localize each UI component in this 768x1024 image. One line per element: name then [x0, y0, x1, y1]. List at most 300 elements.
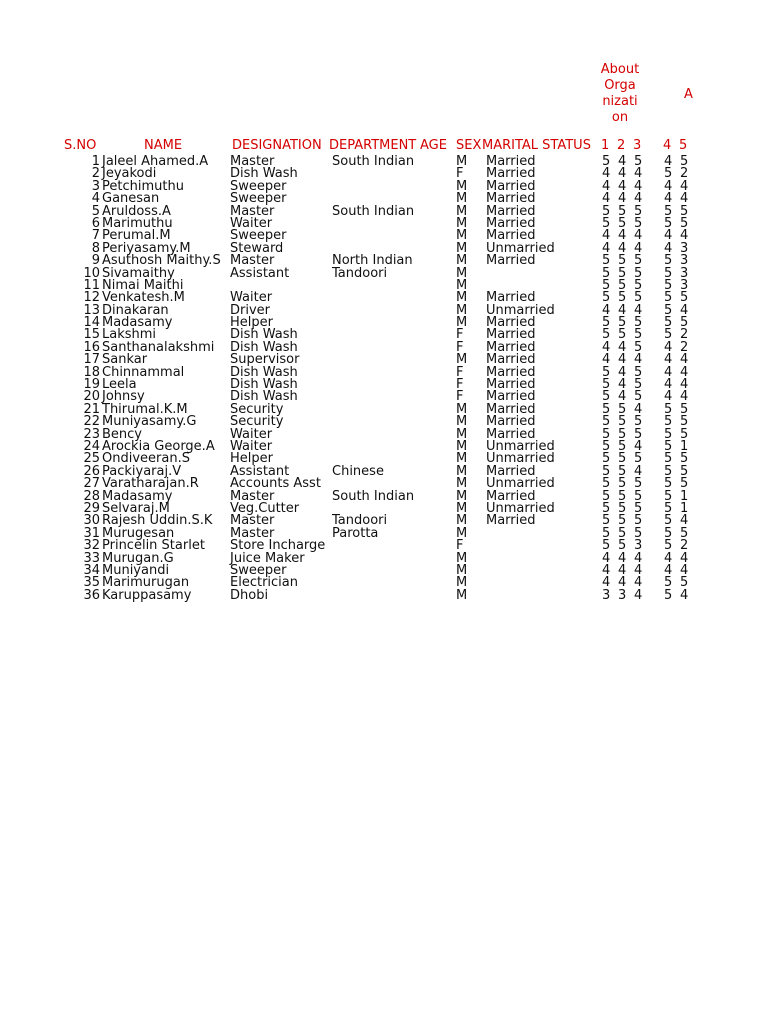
cell-rating-3: 5 [634, 154, 643, 169]
cell-sno: 10 [83, 265, 100, 281]
header-department: DEPARTMENT [329, 138, 417, 153]
cell-name: Perumal.M [102, 228, 171, 244]
cell-sex: F [456, 389, 464, 405]
cell-rating-3: 4 [634, 166, 643, 182]
cell-rating-3: 4 [634, 575, 643, 591]
cell-rating-1: 5 [602, 327, 611, 343]
cell-marital-status: Unmarried [486, 240, 555, 256]
cell-sno: 11 [83, 277, 100, 293]
cell-rating-2: 4 [618, 240, 627, 256]
cell-name: Karuppasamy [102, 587, 192, 603]
cell-sex: M [456, 513, 468, 529]
cell-rating-1: 5 [602, 364, 611, 380]
cell-sex: M [456, 315, 468, 331]
header-marital-status: MARITAL STATUS [482, 138, 591, 153]
cell-designation: Sweeper [230, 228, 287, 244]
cell-rating-1: 4 [602, 575, 611, 591]
cell-rating-4: 4 [664, 154, 673, 169]
cell-sex: M [456, 290, 468, 306]
cell-rating-2: 5 [618, 414, 627, 430]
cell-rating-3: 4 [634, 240, 643, 256]
cell-sno: 35 [83, 575, 100, 591]
cell-name: Marimurugan [102, 575, 190, 591]
cell-rating-3: 5 [634, 500, 643, 516]
cell-rating-5: 1 [680, 438, 689, 454]
header-q3: 3 [633, 138, 642, 153]
group-header-line: nizati [602, 94, 638, 109]
cell-designation: Juice Maker [230, 550, 305, 566]
cell-rating-3: 5 [634, 525, 643, 541]
cell-rating-4: 5 [664, 302, 673, 318]
cell-rating-1: 4 [602, 352, 611, 368]
cell-rating-5: 4 [680, 562, 689, 578]
cell-rating-2: 5 [618, 463, 627, 479]
cell-designation: Steward [230, 240, 284, 256]
cell-rating-5: 5 [680, 575, 689, 591]
header-q5: 5 [679, 138, 688, 153]
group-header-line: on [611, 110, 629, 125]
cell-marital-status: Married [486, 364, 536, 380]
cell-name: Venkatesh.M [102, 290, 185, 306]
cell-sex: M [456, 215, 468, 231]
cell-designation: Dish Wash [230, 377, 298, 393]
cell-rating-4: 4 [664, 228, 673, 244]
cell-rating-5: 3 [680, 265, 689, 281]
cell-rating-4: 5 [664, 203, 673, 219]
cell-rating-1: 5 [602, 525, 611, 541]
cell-designation: Dish Wash [230, 339, 298, 355]
cell-rating-2: 4 [618, 154, 627, 169]
cell-rating-1: 5 [602, 265, 611, 281]
cell-sno: 1 [91, 154, 100, 169]
cell-rating-5: 5 [680, 203, 689, 219]
cell-rating-5: 4 [680, 377, 689, 393]
cell-rating-4: 5 [664, 513, 673, 529]
cell-designation: Dish Wash [230, 166, 298, 182]
cell-department: Tandoori [332, 265, 388, 281]
cell-rating-2: 4 [618, 389, 627, 405]
cell-rating-4: 5 [664, 451, 673, 467]
cell-sno: 15 [83, 327, 100, 343]
cell-rating-4: 5 [664, 575, 673, 591]
cell-rating-3: 5 [634, 451, 643, 467]
cell-designation: Master [230, 488, 275, 504]
header-name: NAME [144, 138, 183, 153]
cell-rating-3: 4 [634, 178, 643, 194]
cell-rating-2: 5 [618, 265, 627, 281]
cell-designation: Dish Wash [230, 327, 298, 343]
cell-rating-2: 5 [618, 476, 627, 492]
cell-rating-2: 5 [618, 451, 627, 467]
cell-designation: Assistant [230, 463, 290, 479]
cell-sno: 2 [91, 166, 100, 182]
cell-name: Nimai Maithi [102, 277, 184, 293]
cell-name: Petchimuthu [102, 178, 184, 194]
cell-sex: M [456, 550, 468, 566]
cell-rating-5: 5 [680, 463, 689, 479]
cell-sno: 32 [83, 538, 100, 554]
cell-rating-2: 4 [618, 562, 627, 578]
cell-sex: M [456, 575, 468, 591]
cell-marital-status: Married [486, 327, 536, 343]
cell-rating-1: 4 [602, 178, 611, 194]
cell-rating-4: 4 [664, 191, 673, 207]
cell-sno: 16 [83, 339, 100, 355]
cell-rating-5: 5 [680, 426, 689, 442]
cell-rating-2: 5 [618, 203, 627, 219]
cell-rating-3: 5 [634, 277, 643, 293]
cell-name: Muniyandi [102, 562, 170, 578]
cell-rating-1: 5 [602, 500, 611, 516]
cell-rating-3: 5 [634, 426, 643, 442]
cell-rating-5: 5 [680, 401, 689, 417]
cell-rating-3: 4 [634, 352, 643, 368]
cell-name: Varatharajan.R [102, 476, 199, 492]
cell-name: Rajesh Uddin.S.K [102, 513, 213, 529]
cell-sno: 36 [83, 587, 100, 603]
group-header-line: Orga [604, 78, 636, 93]
cell-sex: M [456, 414, 468, 430]
cell-rating-5: 1 [680, 500, 689, 516]
cell-sex: M [456, 401, 468, 417]
cell-name: Madasamy [102, 488, 173, 504]
cell-marital-status: Unmarried [486, 438, 555, 454]
cell-rating-2: 4 [618, 352, 627, 368]
cell-sex: M [456, 438, 468, 454]
cell-marital-status: Married [486, 154, 536, 169]
header-sex: SEX [456, 138, 482, 153]
cell-marital-status: Married [486, 414, 536, 430]
cell-rating-2: 5 [618, 401, 627, 417]
cell-sno: 22 [83, 414, 100, 430]
cell-rating-2: 5 [618, 327, 627, 343]
cell-sno: 30 [83, 513, 100, 529]
cell-rating-3: 5 [634, 315, 643, 331]
header-q4: 4 [663, 138, 672, 153]
cell-rating-2: 5 [618, 500, 627, 516]
cell-rating-1: 4 [602, 562, 611, 578]
cell-rating-3: 4 [634, 463, 643, 479]
cell-rating-5: 5 [680, 451, 689, 467]
header-designation: DESIGNATION [232, 138, 322, 153]
cell-rating-5: 4 [680, 228, 689, 244]
cell-rating-4: 5 [664, 587, 673, 603]
cell-rating-2: 5 [618, 538, 627, 554]
cell-sex: F [456, 327, 464, 343]
cell-rating-4: 5 [664, 500, 673, 516]
header-q2: 2 [617, 138, 626, 153]
cell-designation: Accounts Asst [230, 476, 321, 492]
cell-rating-5: 3 [680, 277, 689, 293]
cell-sno: 19 [83, 377, 100, 393]
cell-rating-2: 4 [618, 166, 627, 182]
cell-rating-4: 5 [664, 315, 673, 331]
cell-sno: 5 [91, 203, 100, 219]
cell-rating-4: 4 [664, 364, 673, 380]
cell-rating-2: 5 [618, 525, 627, 541]
cell-rating-1: 5 [602, 154, 611, 169]
cell-rating-1: 5 [602, 426, 611, 442]
cell-rating-4: 5 [664, 290, 673, 306]
cell-designation: Electrician [230, 575, 298, 591]
cell-rating-3: 5 [634, 327, 643, 343]
cell-sno: 25 [83, 451, 100, 467]
cell-name: Chinnammal [102, 364, 185, 380]
cell-rating-3: 5 [634, 339, 643, 355]
cell-designation: Store Incharge [230, 538, 326, 554]
cell-rating-1: 5 [602, 315, 611, 331]
cell-marital-status: Married [486, 426, 536, 442]
cell-marital-status: Unmarried [486, 451, 555, 467]
cell-rating-4: 4 [664, 352, 673, 368]
cell-rating-1: 5 [602, 389, 611, 405]
cell-sno: 9 [91, 253, 100, 269]
cell-rating-4: 5 [664, 463, 673, 479]
cell-rating-1: 5 [602, 414, 611, 430]
cell-rating-5: 5 [680, 414, 689, 430]
cell-rating-5: 2 [680, 538, 689, 554]
cell-sex: F [456, 377, 464, 393]
cell-marital-status: Unmarried [486, 500, 555, 516]
cell-rating-4: 5 [664, 414, 673, 430]
cell-designation: Security [230, 401, 284, 417]
cell-name: Bency [102, 426, 142, 442]
cell-marital-status: Married [486, 488, 536, 504]
cell-rating-5: 4 [680, 587, 689, 603]
cell-rating-2: 4 [618, 377, 627, 393]
cell-rating-1: 5 [602, 401, 611, 417]
cell-designation: Dish Wash [230, 364, 298, 380]
employee-table-body [0, 156, 768, 602]
cell-marital-status: Married [486, 215, 536, 231]
cell-marital-status: Unmarried [486, 476, 555, 492]
cell-name: Murugan.G [102, 550, 174, 566]
cell-rating-5: 2 [680, 327, 689, 343]
cell-rating-2: 5 [618, 215, 627, 231]
cell-sno: 4 [91, 191, 100, 207]
cell-rating-5: 4 [680, 513, 689, 529]
cell-rating-3: 5 [634, 290, 643, 306]
cell-name: Arockia George.A [102, 438, 215, 454]
cell-designation: Helper [230, 451, 273, 467]
cell-name: Selvaraj.M [102, 500, 170, 516]
cell-marital-status: Married [486, 203, 536, 219]
cell-name: Aruldoss.A [102, 203, 171, 219]
cell-rating-5: 3 [680, 253, 689, 269]
cell-department: Tandoori [332, 513, 388, 529]
cell-sex: M [456, 228, 468, 244]
cell-marital-status: Married [486, 352, 536, 368]
group-header-about-organization [596, 62, 644, 126]
cell-name: Johnsy [102, 389, 145, 405]
cell-name: Periyasamy.M [102, 240, 191, 256]
cell-rating-5: 4 [680, 550, 689, 566]
cell-marital-status: Married [486, 377, 536, 393]
cell-name: Muniyasamy.G [102, 414, 197, 430]
cell-sno: 21 [83, 401, 100, 417]
cell-name: Leela [102, 377, 137, 393]
cell-rating-5: 5 [680, 290, 689, 306]
cell-sno: 29 [83, 500, 100, 516]
cell-rating-2: 5 [618, 315, 627, 331]
cell-rating-2: 4 [618, 302, 627, 318]
cell-sno: 6 [91, 215, 100, 231]
cell-rating-5: 5 [680, 215, 689, 231]
cell-rating-2: 5 [618, 277, 627, 293]
cell-marital-status: Married [486, 191, 536, 207]
cell-designation: Supervisor [230, 352, 300, 368]
cell-rating-2: 5 [618, 290, 627, 306]
cell-sex: M [456, 178, 468, 194]
header-age: AGE [420, 138, 447, 153]
cell-designation: Sweeper [230, 178, 287, 194]
cell-rating-5: 4 [680, 389, 689, 405]
group-header-next-partial: A [684, 87, 693, 102]
cell-sex: M [456, 587, 468, 603]
cell-name: Madasamy [102, 315, 173, 331]
cell-rating-1: 4 [602, 339, 611, 355]
header-sno: S.NO [64, 138, 97, 153]
cell-rating-4: 4 [664, 389, 673, 405]
cell-rating-5: 2 [680, 166, 689, 182]
cell-rating-1: 5 [602, 538, 611, 554]
cell-rating-1: 5 [602, 377, 611, 393]
cell-rating-5: 5 [680, 315, 689, 331]
cell-rating-1: 4 [602, 166, 611, 182]
cell-rating-1: 4 [602, 550, 611, 566]
cell-rating-3: 4 [634, 401, 643, 417]
cell-marital-status: Married [486, 389, 536, 405]
cell-department: North Indian [332, 253, 413, 269]
cell-name: Ondiveeran.S [102, 451, 190, 467]
cell-rating-3: 4 [634, 438, 643, 454]
group-header-line: About [600, 62, 640, 77]
cell-sex: M [456, 525, 468, 541]
cell-rating-5: 1 [680, 488, 689, 504]
cell-name: Ganesan [102, 191, 160, 207]
cell-rating-3: 5 [634, 389, 643, 405]
cell-designation: Waiter [230, 215, 273, 231]
cell-sno: 28 [83, 488, 100, 504]
cell-sno: 12 [83, 290, 100, 306]
cell-sno: 27 [83, 476, 100, 492]
cell-rating-1: 5 [602, 290, 611, 306]
cell-name: Jaleel Ahamed.A [102, 154, 209, 169]
cell-sno: 34 [83, 562, 100, 578]
cell-designation: Sweeper [230, 562, 287, 578]
cell-rating-5: 4 [680, 352, 689, 368]
cell-rating-3: 5 [634, 476, 643, 492]
cell-rating-3: 5 [634, 414, 643, 430]
cell-sno: 8 [91, 240, 100, 256]
cell-rating-3: 5 [634, 488, 643, 504]
cell-rating-2: 5 [618, 438, 627, 454]
cell-rating-4: 5 [664, 327, 673, 343]
cell-rating-2: 4 [618, 575, 627, 591]
cell-rating-1: 5 [602, 513, 611, 529]
cell-designation: Dhobi [230, 587, 269, 603]
cell-sno: 24 [83, 438, 100, 454]
cell-designation: Helper [230, 315, 273, 331]
cell-rating-5: 5 [680, 525, 689, 541]
cell-marital-status: Married [486, 166, 536, 182]
cell-marital-status: Married [486, 290, 536, 306]
cell-marital-status: Married [486, 178, 536, 194]
cell-rating-5: 5 [680, 476, 689, 492]
cell-rating-1: 4 [602, 228, 611, 244]
cell-rating-2: 4 [618, 550, 627, 566]
cell-marital-status: Unmarried [486, 302, 555, 318]
cell-designation: Dish Wash [230, 389, 298, 405]
cell-rating-1: 5 [602, 215, 611, 231]
cell-name: Jeyakodi [102, 166, 157, 182]
cell-name: Asuthosh Maithy.S [102, 253, 221, 269]
cell-rating-3: 5 [634, 215, 643, 231]
cell-sex: M [456, 476, 468, 492]
cell-department: Chinese [332, 463, 384, 479]
cell-rating-2: 5 [618, 426, 627, 442]
cell-rating-3: 4 [634, 228, 643, 244]
cell-rating-3: 3 [634, 538, 643, 554]
cell-rating-2: 3 [618, 587, 627, 603]
cell-designation: Waiter [230, 290, 273, 306]
cell-designation: Master [230, 253, 275, 269]
cell-sno: 17 [83, 352, 100, 368]
cell-rating-3: 5 [634, 513, 643, 529]
cell-name: Murugesan [102, 525, 175, 541]
cell-rating-3: 4 [634, 562, 643, 578]
cell-rating-2: 4 [618, 339, 627, 355]
cell-sno: 13 [83, 302, 100, 318]
cell-rating-1: 4 [602, 191, 611, 207]
cell-rating-1: 5 [602, 488, 611, 504]
cell-rating-4: 5 [664, 215, 673, 231]
cell-rating-5: 4 [680, 191, 689, 207]
cell-marital-status: Married [486, 513, 536, 529]
cell-rating-4: 4 [664, 240, 673, 256]
cell-rating-2: 4 [618, 191, 627, 207]
cell-sex: M [456, 253, 468, 269]
cell-sex: M [456, 240, 468, 256]
cell-name: Sivamaithy [102, 265, 175, 281]
cell-rating-5: 5 [680, 154, 689, 169]
cell-sno: 33 [83, 550, 100, 566]
cell-sex: F [456, 166, 464, 182]
cell-rating-4: 4 [664, 550, 673, 566]
cell-designation: Master [230, 154, 275, 169]
cell-rating-1: 5 [602, 277, 611, 293]
cell-sex: M [456, 488, 468, 504]
cell-sex: M [456, 500, 468, 516]
cell-rating-4: 5 [664, 265, 673, 281]
cell-rating-1: 4 [602, 302, 611, 318]
cell-sno: 23 [83, 426, 100, 442]
cell-name: Thirumal.K.M [102, 401, 188, 417]
cell-sex: M [456, 265, 468, 281]
cell-name: Dinakaran [102, 302, 169, 318]
cell-name: Lakshmi [102, 327, 157, 343]
cell-name: Sankar [102, 352, 148, 368]
cell-rating-2: 5 [618, 253, 627, 269]
cell-marital-status: Married [486, 253, 536, 269]
cell-rating-5: 2 [680, 339, 689, 355]
cell-rating-4: 5 [664, 253, 673, 269]
cell-rating-4: 5 [664, 277, 673, 293]
cell-rating-4: 5 [664, 426, 673, 442]
cell-rating-1: 5 [602, 451, 611, 467]
cell-sno: 18 [83, 364, 100, 380]
cell-rating-4: 5 [664, 525, 673, 541]
